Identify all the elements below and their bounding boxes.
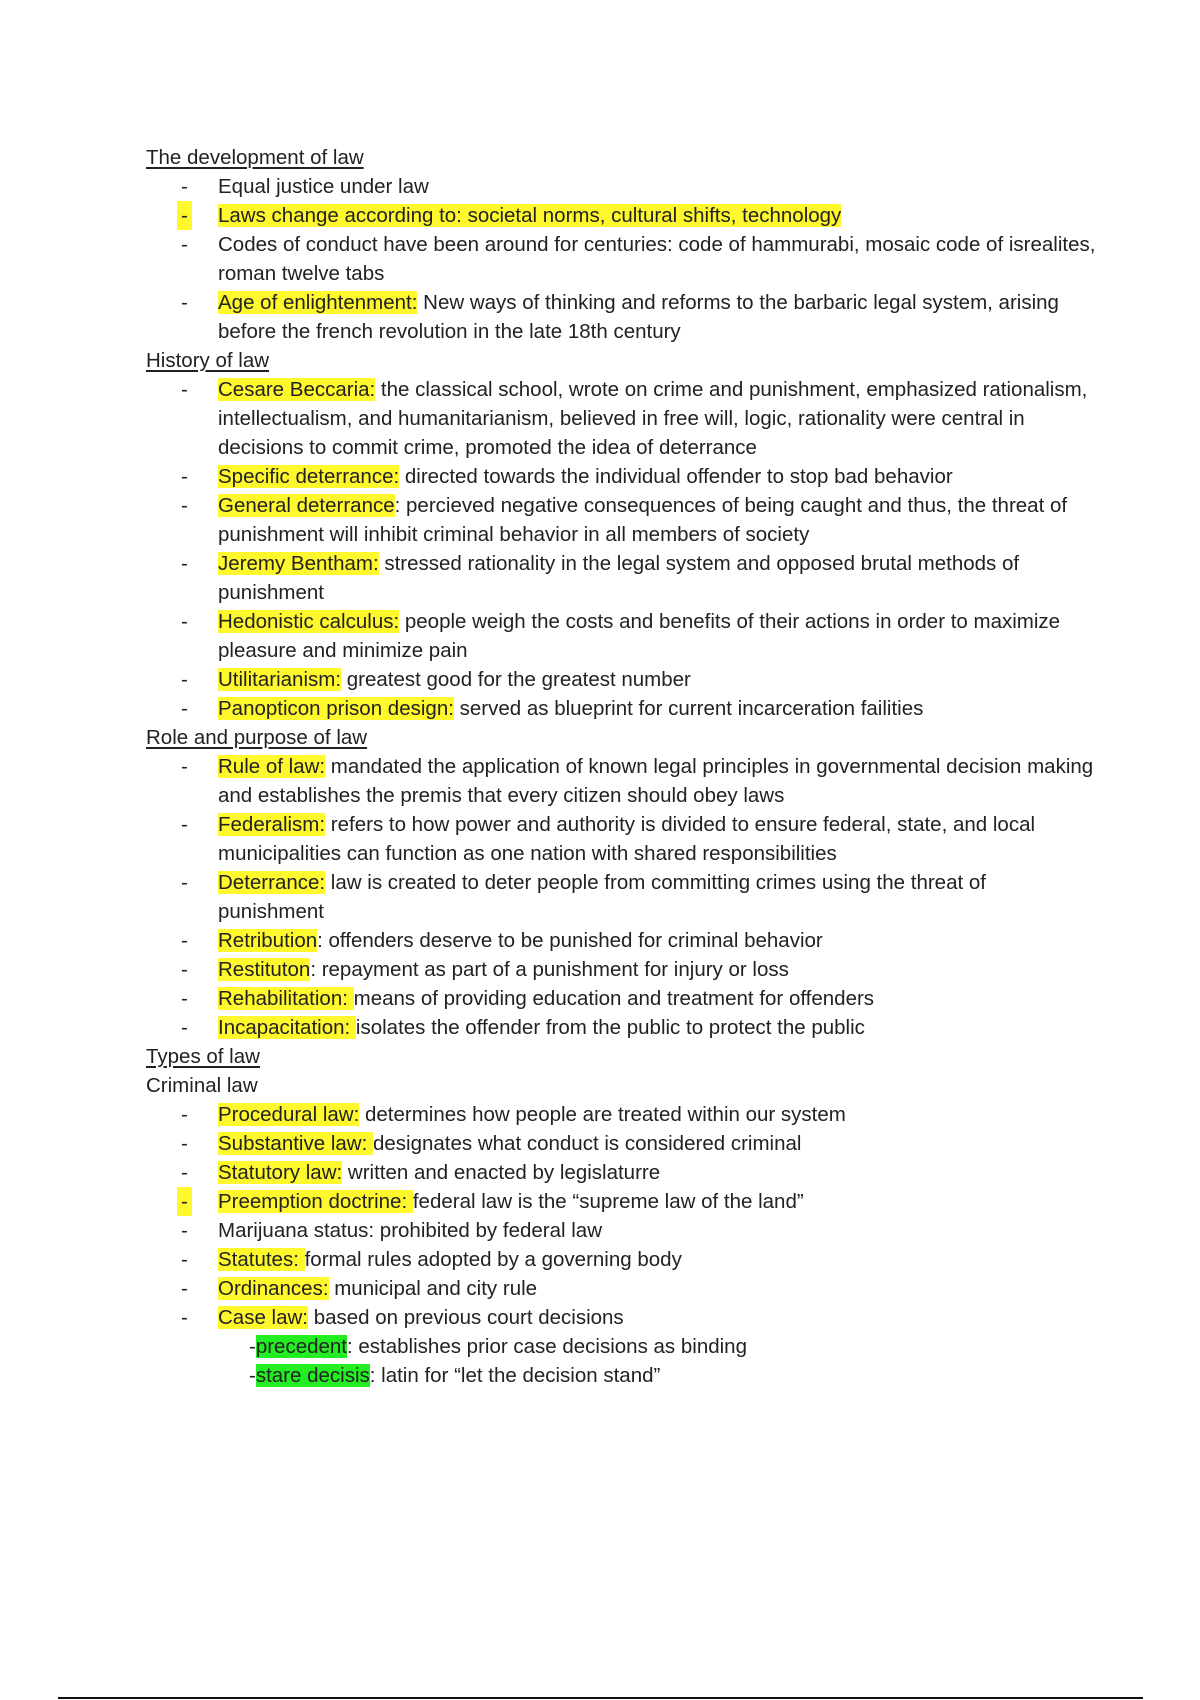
list-item: - Deterrance: law is created to deter people from committing crimes using the threat of punishment — [181, 871, 986, 923]
list-item: - Restituton: repayment as part of a punishment for injury or loss — [181, 958, 789, 981]
list-item: - Statutes: formal rules adopted by a governing body — [181, 1248, 682, 1271]
list-item: - Substantive law: designates what conduct is considered criminal — [181, 1132, 802, 1155]
list-item: - Codes of conduct have been around for centuries: code of hammurabi, mosaic code of isrealites, roman twelve tabs — [181, 233, 1096, 285]
section-heading: The development of law — [146, 146, 364, 169]
list-item: - Age of enlightenment: New ways of thinking and reforms to the barbaric legal system, arising before the french revolution in the late 18th century — [181, 291, 1059, 343]
list-item: - Retribution: offenders deserve to be punished for criminal behavior — [181, 929, 823, 952]
list-item: - Hedonistic calculus: people weigh the costs and benefits of their actions in order to maximize pleasure and minimize pain — [181, 610, 1061, 662]
notes-content — [146, 143, 1096, 1390]
list-item: - Rehabilitation: means of providing education and treatment for offenders — [181, 987, 875, 1010]
list-item: - Jeremy Bentham: stressed rationality in the legal system and opposed brutal methods of punishment — [181, 552, 1020, 604]
sub-list-item: -stare decisis: latin for “let the decision stand” — [249, 1364, 661, 1387]
list-item: - Federalism: refers to how power and authority is divided to ensure federal, state, and local municipalities can function as one nation with shared responsibilities — [181, 813, 1036, 865]
list-item: - Specific deterrance: directed towards the individual offender to stop bad behavior — [181, 465, 953, 488]
subheading: Criminal law — [146, 1074, 258, 1097]
section-heading: History of law — [146, 349, 270, 372]
list-item: - Marijuana status: prohibited by federal law — [181, 1219, 603, 1242]
list-item: - Laws change according to: societal norms, cultural shifts, technology — [146, 201, 1096, 230]
list-item: - Preemption doctrine: federal law is the “supreme law of the land” — [146, 1187, 1096, 1216]
page-bottom-rule — [58, 1697, 1143, 1699]
list-item: - Procedural law: determines how people are treated within our system — [181, 1103, 846, 1126]
list-item: - Incapacitation: isolates the offender from the public to protect the public — [181, 1016, 865, 1039]
section-heading: Role and purpose of law — [146, 726, 368, 749]
list-item: - General deterrance: percieved negative consequences of being caught and thus, the threat of punishment will inhibit criminal behavior in all members of society — [181, 494, 1068, 546]
list-item: - Equal justice under law — [181, 175, 429, 198]
list-item: - Ordinances: municipal and city rule — [181, 1277, 538, 1300]
list-item: - Case law: based on previous court decisions — [181, 1306, 624, 1329]
sub-list-item: -precedent: establishes prior case decisions as binding — [249, 1335, 747, 1358]
list-item: - Rule of law: mandated the application of known legal principles in governmental decision making and establishes the premis that every citizen should obey laws — [181, 755, 1094, 807]
list-item: - Utilitarianism: greatest good for the greatest number — [181, 668, 691, 691]
list-item: - Statutory law: written and enacted by legislaturre — [181, 1161, 661, 1184]
list-item: - Panopticon prison design: served as blueprint for current incarceration failities — [181, 697, 924, 720]
section-heading: Types of law — [146, 1045, 260, 1068]
list-item: - Cesare Beccaria: the classical school, wrote on crime and punishment, emphasized rationalism, intellectualism, and humanitarianism, believed in free will, logic, rationality were central in decisions to commit crime, promoted the idea of deterrance — [181, 378, 1088, 459]
